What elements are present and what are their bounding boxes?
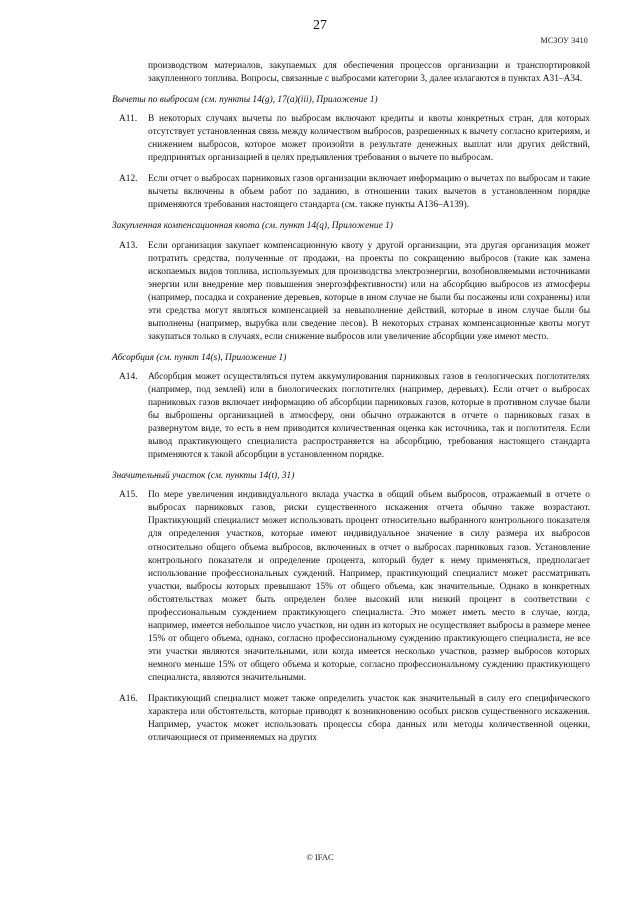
paragraph-number: A14.: [119, 371, 138, 382]
paragraph-text: Если организация закупает компенсационную квоту у другой организации, эта другая организация может потратить средства, полученные от продажи, на проекты по сокращению выбросов (такие как замена ископаемых видов топлива, используемых для производства электроэнергии, возобновляемыми источниками энергии или внедрение мер повышения энергоэффективности) или на абсорбцию выбросов из атмосферы (например, посадка и сохранение деревьев, которые в ином случае не были бы посажены или сохранены) или эти средства могут являться компенсацией за невыполнение действий, которые в ином случае были бы выполнены (например, вырубка или сведение лесов). В некоторых странах компенсационные квоты могут закупаться только в случаях, если снижение выбросов или увеличение абсорбции уже имеют место.: [148, 240, 590, 342]
page-content: [112, 60, 590, 753]
section-deductions: [112, 94, 590, 212]
paragraph-text: В некоторых случаях вычеты по выбросам включают кредиты и квоты конкретных стран, для которых отсутствует установленная связь между количеством выбросов, разрешенных к вычету согласно критериям, и снижением выбросов, которое может произойти в результате денежных выплат или других действий, предпринятых организацией в целях предъявления требования о вычете по выбросам.: [148, 114, 590, 164]
intro-paragraph: производством материалов, закупаемых для обеспечения процессов организации и транспортировкой закупленного топлива. Вопросы, связанные с выбросами категории 3, далее излагаются в пунктах A31–A34.: [148, 61, 590, 85]
document-code: МСЗОУ 3410: [540, 36, 588, 45]
paragraph-number: A16.: [119, 694, 138, 705]
paragraph-number: A11.: [119, 114, 138, 125]
paragraph-item: [112, 173, 590, 212]
paragraph-text: По мере увеличения индивидуального вклада участка в общий объем выбросов, отражаемый в отчете о выбросах парниковых газов, риски существенного искажения отчета обычно также возрастают. Практикующий специалист может использовать процент относительно выбранного контрольного показателя для определения участков, которые имеют индивидуальное значение в силу размера их выбросов относительно общего объема выбросов, включенных в отчет о выбросах парниковых газов. Установление контрольного показателя и определение процента, который будет к нему применяться, предполагает использование профессиональных суждений. Например, практикующий специалист может рассматривать участки, выбросы которых превышают 15% от общего объема, как значительные. Однако в конкретных обстоятельствах может быть определен более высокий или низкий процент в соответствии с профессиональным суждением практикующего специалиста. Это может иметь место в случае, когда, например, имеется небольшое число участков, ни один из которых не осуществляет выбросы в размере менее 15% от общего объема, однако, согласно профессиональному суждению практикующего специалиста, не все эти участки являются значительными, или когда имеется несколько участков, размер выбросов которых немного меньше 15% от общего объема и которые, согласно профессиональному суждению практикующего специалиста, являются значительными.: [148, 490, 590, 683]
page-number: 27: [313, 18, 327, 33]
paragraph-text: Абсорбция может осуществляться путем аккумулирования парниковых газов в геологических поглотителях (например, под землей) или в биологических поглотителях (например, деревьях). Если отчет о выбросах парниковых газов включает информацию об абсорбции парниковых газов, которые в противном случае были бы выброшены организацией в атмосферу, они обычно отражаются в отчете о парниковых газах в развернутом виде, то есть в нем приводится количественная оценка как источника, так и поглотителя. Если вывод практикующего специалиста распространяется на абсорбцию, требования настоящего стандарта применяются к такой абсорбции в установленном порядке.: [148, 371, 590, 461]
section-heading: Абсорбция (см. пункт 14(s), Приложение 1): [112, 352, 287, 363]
section-purchased-offset: [112, 220, 590, 343]
paragraph-item: [112, 113, 590, 165]
paragraph-text: Если отчет о выбросах парниковых газов организации включает информацию о вычетах по выбросам и такие вычеты включены в объем работ по заданию, в отношении таких вычетов в установленном порядке применяются требования настоящего стандарта (см. также пункты A136–A139).: [148, 174, 590, 211]
paragraph-item: [112, 240, 590, 344]
section-heading: Значительный участок (см. пункты 14(t), 31): [112, 471, 295, 482]
paragraph-text: Практикующий специалист может также определить участок как значительный в силу его специфического характера или обстоятельств, которые приводят к возникновению особых рисков существенного искажения. Например, участок может использовать процессы сбора данных или методы количественной оценки, отличающиеся от применяемых на других: [148, 694, 590, 744]
paragraph-item: [112, 693, 590, 745]
paragraph-number: A12.: [119, 174, 138, 185]
footer-copyright: © IFAC: [306, 852, 334, 862]
section-removals: [112, 352, 590, 462]
section-significant-facility: [112, 470, 590, 745]
paragraph-number: A15.: [119, 490, 138, 501]
paragraph-number: A13.: [119, 240, 138, 251]
section-heading: Вычеты по выбросам (см. пункты 14(g), 17(a)(iii), Приложение 1): [112, 95, 378, 106]
paragraph-item: [112, 371, 590, 462]
paragraph-item: [112, 489, 590, 685]
section-heading: Закупленная компенсационная квота (см. пункт 14(q), Приложение 1): [112, 221, 393, 232]
